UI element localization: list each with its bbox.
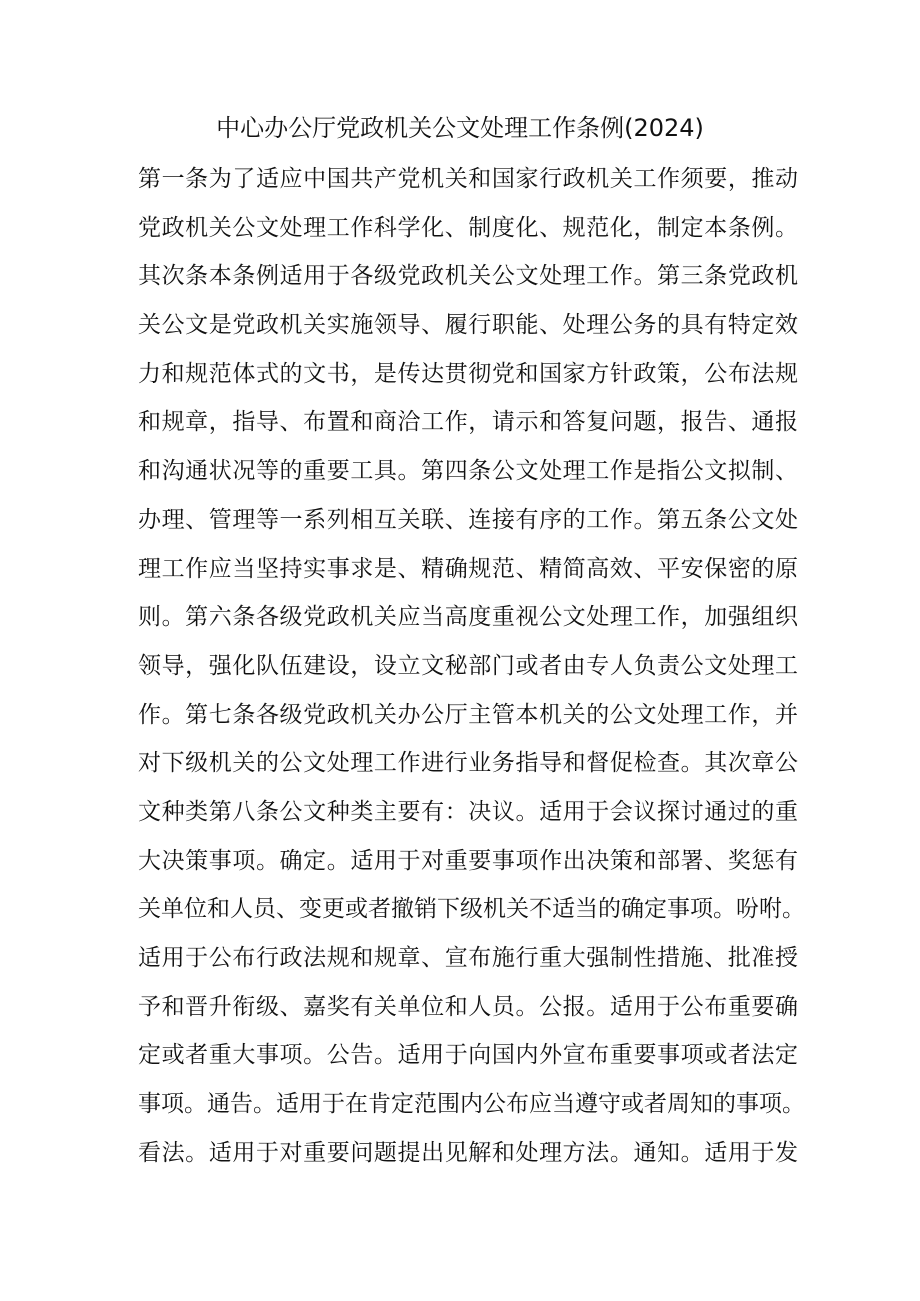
body-line: 理工作应当坚持实事求是、精确规范、精简高效、平安保密的原 — [138, 555, 798, 582]
document-title: 中心办公厅党政机关公文处理工作条例(2024) — [216, 114, 704, 142]
body-line: 予和晋升衔级、嘉奖有关单位和人员。公报。适用于公布重要确 — [138, 993, 798, 1020]
body-line: 事项。通告。适用于在肯定范围内公布应当遵守或者周知的事项。 — [138, 1091, 805, 1118]
body-line: 关单位和人员、变更或者撤销下级机关不适当的确定事项。吩咐。 — [138, 896, 805, 923]
body-line: 作。第七条各级党政机关办公厅主管本机关的公文处理工作，并 — [138, 701, 798, 728]
body-line: 领导，强化队伍建设，设立文秘部门或者由专人负责公文处理工 — [138, 652, 798, 679]
body-line: 第一条为了适应中国共产党机关和国家行政机关工作须要，推动 — [138, 166, 798, 192]
body-line: 大决策事项。确定。适用于对重要事项作出决策和部署、奖惩有 — [138, 847, 798, 874]
body-line: 关公文是党政机关实施领导、履行职能、处理公务的具有特定效 — [138, 312, 798, 339]
body-line: 文种类第八条公文种类主要有：决议。适用于会议探讨通过的重 — [138, 798, 798, 825]
body-line: 和沟通状况等的重要工具。第四条公文处理工作是指公文拟制、 — [138, 458, 798, 485]
body-line: 则。第六条各级党政机关应当高度重视公文处理工作，加强组织 — [138, 604, 798, 631]
body-line: 办理、管理等一系列相互关联、连接有序的工作。第五条公文处 — [138, 506, 798, 533]
body-line: 力和规范体式的文书，是传达贯彻党和国家方针政策，公布法规 — [138, 360, 798, 387]
body-line: 定或者重大事项。公告。适用于向国内外宣布重要事项或者法定 — [138, 1042, 798, 1069]
body-line: 其次条本条例适用于各级党政机关公文处理工作。第三条党政机 — [138, 263, 798, 290]
body-line: 党政机关公文处理工作科学化、制度化、规范化，制定本条例。 — [138, 214, 798, 241]
body-line: 适用于公布行政法规和规章、宣布施行重大强制性措施、批准授 — [138, 945, 798, 971]
body-line: 和规章，指导、布置和商洽工作，请示和答复问题，报告、通报 — [138, 409, 798, 436]
document-body — [138, 155, 805, 1177]
body-line: 看法。适用于对重要问题提出见解和处理方法。通知。适用于发 — [138, 1139, 798, 1166]
body-line: 对下级机关的公文处理工作进行业务指导和督促检查。其次章公 — [138, 750, 798, 777]
